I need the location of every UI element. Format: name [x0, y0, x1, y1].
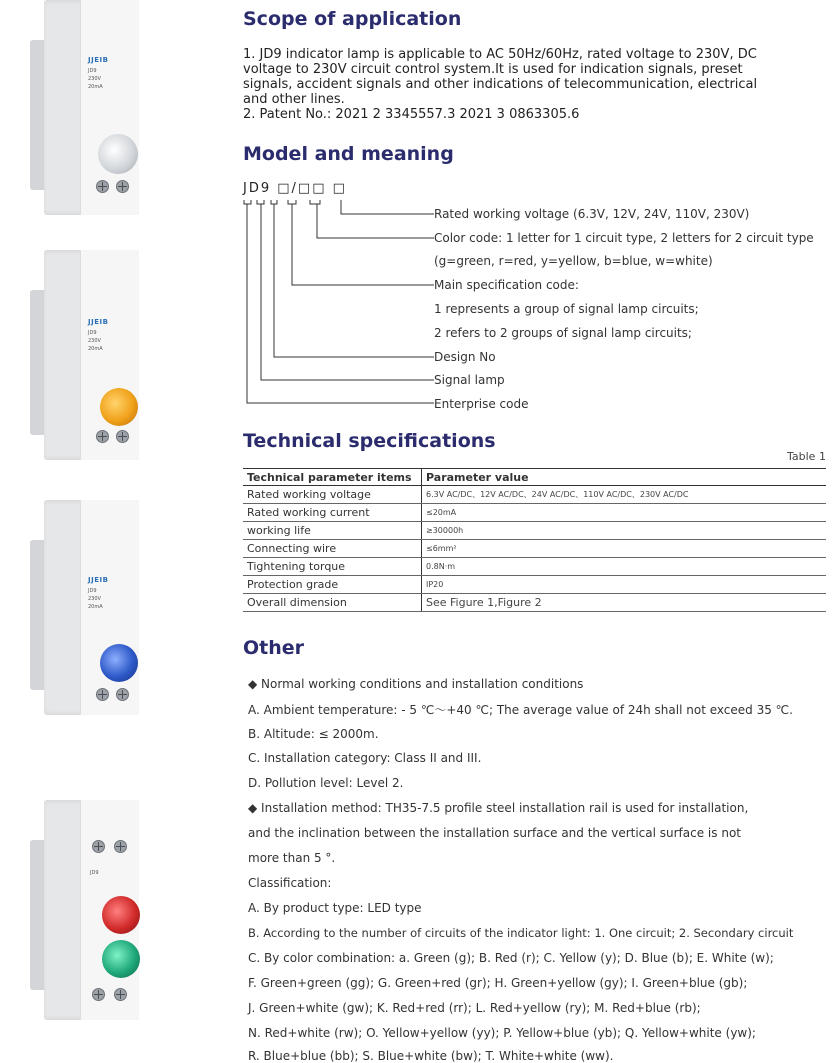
- table-header-cell: Parameter value: [422, 469, 827, 486]
- table-label: Table 1: [787, 450, 826, 463]
- other-line: J. Green+white (gw); K. Red+red (rr); L. Red+yellow (ry); M. Red+blue (rb);: [248, 1001, 701, 1015]
- other-title: Other: [243, 637, 305, 659]
- scope-title: Scope of application: [243, 8, 462, 30]
- brand-logo: JJEIB: [88, 56, 109, 64]
- table-header-row: [243, 469, 826, 486]
- scope-line: 1. JD9 indicator lamp is applicable to AC 50Hz/60Hz, rated voltage to 230V, DC: [243, 47, 757, 62]
- table-cell: See Figure 1,Figure 2: [422, 594, 827, 612]
- device-model-label: JD9: [88, 330, 97, 336]
- device-spec-label: 230V: [88, 76, 101, 82]
- meaning-signal-lamp: Signal lamp: [434, 373, 505, 387]
- table-cell: 0.8N·m: [422, 558, 827, 576]
- other-line: F. Green+green (gg); G. Green+red (gr); H. Green+yellow (gy); I. Green+blue (gb);: [248, 976, 748, 990]
- terminal-screw-icon: [92, 988, 105, 1001]
- table-cell: Connecting wire: [243, 540, 422, 558]
- meaning-spec-2: 2 refers to 2 groups of signal lamp circuits;: [434, 326, 692, 340]
- scope-text: [243, 47, 840, 122]
- other-line: D. Pollution level: Level 2.: [248, 776, 404, 790]
- terminal-screw-icon: [96, 430, 109, 443]
- device-current-label: 20mA: [88, 604, 103, 610]
- tech-title: Technical specifications: [243, 430, 496, 452]
- device-model-label: JD9: [88, 68, 97, 74]
- device-spec-label: 230V: [88, 596, 101, 602]
- product-image-white-lamp: [30, 0, 140, 215]
- table-row: [243, 522, 826, 540]
- brand-logo: JJEIB: [88, 576, 109, 584]
- terminal-screw-icon: [116, 180, 129, 193]
- other-line: ◆ Normal working conditions and installation conditions: [248, 677, 584, 691]
- table-cell: Protection grade: [243, 576, 422, 594]
- table-cell: Rated working current: [243, 504, 422, 522]
- table-cell: ≤6mm²: [422, 540, 827, 558]
- terminal-screw-icon: [116, 430, 129, 443]
- device-model-label: JD9: [88, 588, 97, 594]
- indicator-lamp-green: [102, 940, 140, 978]
- table-row: [243, 558, 826, 576]
- device-spec-label: 230V: [88, 338, 101, 344]
- terminal-screw-icon: [114, 988, 127, 1001]
- indicator-lamp-red: [102, 896, 140, 934]
- indicator-lamp-yellow: [100, 388, 138, 426]
- scope-line: voltage to 230V circuit control system.It is used for indication signals, preset: [243, 62, 743, 77]
- table-cell: Overall dimension: [243, 594, 422, 612]
- table-row: [243, 504, 826, 522]
- table-row: [243, 486, 826, 504]
- product-images: [0, 0, 170, 1063]
- product-image-blue-lamp: [30, 500, 140, 715]
- other-line: ◆ Installation method: TH35-7.5 profile steel installation rail is used for installation,: [248, 801, 749, 815]
- other-line: A. Ambient temperature: - 5 ℃～+40 ℃; The average value of 24h shall not exceed 35 ℃.: [248, 703, 793, 717]
- meaning-enterprise-code: Enterprise code: [434, 397, 529, 411]
- meaning-color-legend: (g=green, r=red, y=yellow, b=blue, w=white): [434, 254, 713, 268]
- other-line: N. Red+white (rw); O. Yellow+yellow (yy); P. Yellow+blue (yb); Q. Yellow+white (yw);: [248, 1026, 756, 1040]
- terminal-screw-icon: [114, 840, 127, 853]
- scope-line: and other lines.: [243, 92, 345, 107]
- meaning-spec-1: 1 represents a group of signal lamp circuits;: [434, 302, 699, 316]
- table-cell: ≤20mA: [422, 504, 827, 522]
- product-image-yellow-lamp: [30, 250, 140, 460]
- scope-line: 2. Patent No.: 2021 2 3345557.3 2021 3 0863305.6: [243, 107, 580, 122]
- tech-spec-table: [243, 468, 826, 612]
- device-model-label: JD9: [90, 870, 99, 876]
- product-image-red-green-lamp: [30, 800, 140, 1020]
- other-line: more than 5 °.: [248, 851, 336, 865]
- model-meaning-diagram: [240, 196, 440, 411]
- meaning-color-code: Color code: 1 letter for 1 circuit type, 2 letters for 2 circuit type: [434, 231, 814, 245]
- table-cell: IP20: [422, 576, 827, 594]
- indicator-lamp-white: [98, 134, 138, 174]
- terminal-screw-icon: [92, 840, 105, 853]
- table-row: [243, 576, 826, 594]
- device-current-label: 20mA: [88, 84, 103, 90]
- table-cell: Tightening torque: [243, 558, 422, 576]
- other-line: Classification:: [248, 876, 332, 890]
- meaning-voltage: Rated working voltage (6.3V, 12V, 24V, 110V, 230V): [434, 207, 750, 221]
- meaning-main-spec: Main specification code:: [434, 278, 579, 292]
- other-line: B. Altitude: ≤ 2000m.: [248, 727, 379, 741]
- table-row: [243, 540, 826, 558]
- model-title: Model and meaning: [243, 143, 454, 165]
- other-line: and the inclination between the installation surface and the vertical surface is not: [248, 826, 741, 840]
- other-line: A. By product type: LED type: [248, 901, 422, 915]
- meaning-design-no: Design No: [434, 350, 496, 364]
- table-header-cell: Technical parameter items: [243, 469, 422, 486]
- terminal-screw-icon: [96, 180, 109, 193]
- table-row: [243, 594, 826, 612]
- terminal-screw-icon: [96, 688, 109, 701]
- table-cell: Rated working voltage: [243, 486, 422, 504]
- model-code: JD9 □/□□ □: [243, 181, 347, 196]
- other-line: B. According to the number of circuits of the indicator light: 1. One circuit; 2. Secondary circuit: [248, 926, 794, 940]
- table-cell: 6.3V AC/DC、12V AC/DC、24V AC/DC、110V AC/DC、230V AC/DC: [422, 486, 827, 504]
- terminal-screw-icon: [116, 688, 129, 701]
- other-line: C. Installation category: Class II and III.: [248, 751, 482, 765]
- indicator-lamp-blue: [100, 644, 138, 682]
- other-line: R. Blue+blue (bb); S. Blue+white (bw); T. White+white (ww).: [248, 1049, 614, 1063]
- scope-line: signals, accident signals and other indications of telecommunication, electrical: [243, 77, 758, 92]
- table-cell: working life: [243, 522, 422, 540]
- brand-logo: JJEIB: [88, 318, 109, 326]
- table-cell: ≥30000h: [422, 522, 827, 540]
- other-line: C. By color combination: a. Green (g); B. Red (r); C. Yellow (y); D. Blue (b); E. White (w);: [248, 951, 774, 965]
- device-current-label: 20mA: [88, 346, 103, 352]
